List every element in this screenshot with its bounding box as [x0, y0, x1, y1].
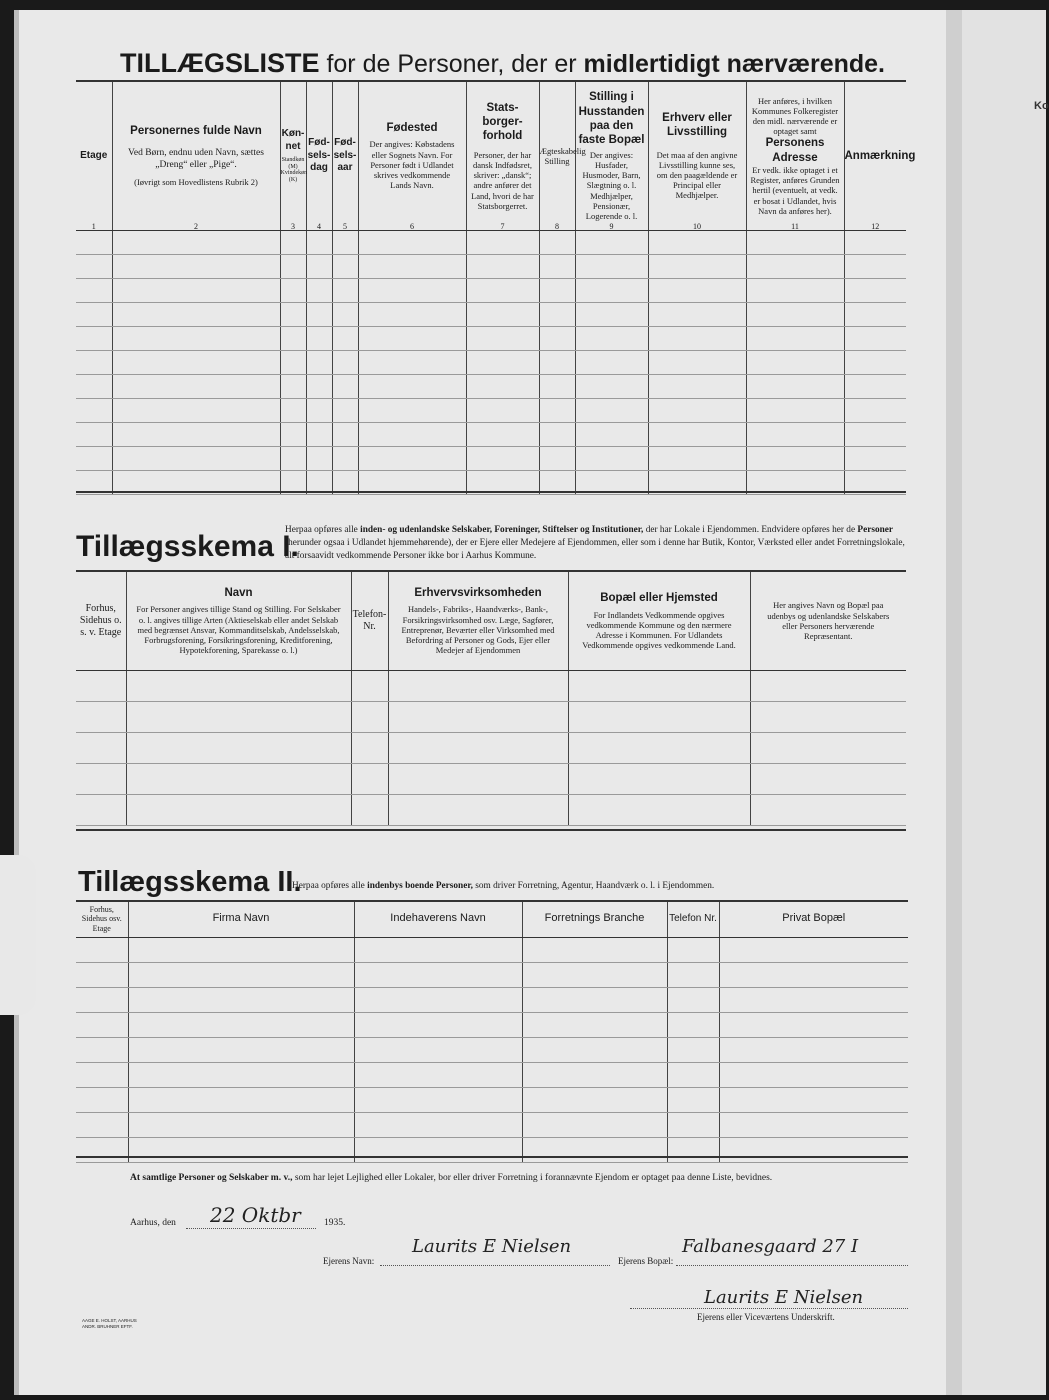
- table-row: [76, 230, 906, 254]
- table-cell[interactable]: [844, 374, 906, 398]
- table-cell[interactable]: [466, 254, 539, 278]
- table-cell[interactable]: [750, 732, 906, 763]
- skema2-col-etage: Forhus, Sidehus osv. Etage: [76, 902, 128, 937]
- table-row: [76, 326, 906, 350]
- skema2-table: [76, 902, 908, 1163]
- table-cell[interactable]: [539, 230, 575, 254]
- table-cell[interactable]: [76, 350, 112, 374]
- table-row: [76, 350, 906, 374]
- table-row: [76, 701, 906, 732]
- table-cell[interactable]: [332, 302, 358, 326]
- table-cell[interactable]: [719, 1137, 908, 1162]
- table-cell[interactable]: [358, 374, 466, 398]
- table-cell[interactable]: [648, 326, 746, 350]
- table-cell[interactable]: [76, 1087, 128, 1112]
- table-row: [76, 1087, 908, 1112]
- table-cell[interactable]: [128, 1087, 354, 1112]
- table-cell[interactable]: [746, 230, 844, 254]
- table-cell[interactable]: [76, 398, 112, 422]
- date-line: [186, 1228, 316, 1229]
- table-row: [76, 1012, 908, 1037]
- table-cell[interactable]: [746, 350, 844, 374]
- table-cell[interactable]: [522, 1137, 667, 1162]
- table-cell[interactable]: [575, 398, 648, 422]
- table-cell[interactable]: [575, 422, 648, 446]
- table-cell[interactable]: [354, 1112, 522, 1137]
- table-cell[interactable]: [388, 670, 568, 701]
- table-cell[interactable]: [332, 278, 358, 302]
- signature-label: Ejerens eller Viceværtens Underskrift.: [697, 1312, 835, 1322]
- table-cell[interactable]: [539, 398, 575, 422]
- table-cell[interactable]: [280, 326, 306, 350]
- table-cell[interactable]: [112, 230, 280, 254]
- page-tab: [0, 855, 36, 1015]
- table-cell[interactable]: [332, 374, 358, 398]
- table-cell[interactable]: [358, 326, 466, 350]
- table-cell[interactable]: [750, 794, 906, 825]
- table-cell[interactable]: [280, 350, 306, 374]
- skema1-header: [76, 572, 906, 670]
- table-cell[interactable]: [354, 987, 522, 1012]
- table-cell[interactable]: [280, 422, 306, 446]
- table-cell[interactable]: [719, 1087, 908, 1112]
- col-erhverv: Erhverv eller Livsstilling Det maa af den angivne Livsstilling kunne ses, om den paagældende er Principal eller Medhjælper. 10: [648, 82, 746, 230]
- table-cell[interactable]: [746, 254, 844, 278]
- table-cell[interactable]: [667, 1087, 719, 1112]
- table-cell[interactable]: [280, 278, 306, 302]
- table-cell[interactable]: [76, 1062, 128, 1087]
- table-cell[interactable]: [358, 422, 466, 446]
- table-cell[interactable]: [126, 670, 351, 701]
- table-cell[interactable]: [280, 446, 306, 470]
- table-cell[interactable]: [306, 326, 332, 350]
- table-cell[interactable]: [351, 794, 388, 825]
- table-cell[interactable]: [575, 278, 648, 302]
- table-cell[interactable]: [306, 350, 332, 374]
- table-cell[interactable]: [76, 763, 126, 794]
- table-cell[interactable]: [539, 254, 575, 278]
- table-cell[interactable]: [128, 1112, 354, 1137]
- table-cell[interactable]: [648, 422, 746, 446]
- table-cell[interactable]: [719, 937, 908, 962]
- table-cell[interactable]: [112, 374, 280, 398]
- col-statsborger: Stats- borger- forhold Personer, der har dansk Indfødsret, skriver: „dansk“; andre anfører det Land, hvori de har Statsborgerret. 7: [466, 82, 539, 230]
- table-cell[interactable]: [76, 278, 112, 302]
- attestation-text: At samtlige Personer og Selskaber m. v., som har lejet Lejlighed eller Lokaler, bor eller driver Forretning i forannævnte Ejendom er optaget paa denne Liste, bevidnes.: [130, 1173, 773, 1183]
- table-cell[interactable]: [388, 763, 568, 794]
- table-cell[interactable]: [332, 422, 358, 446]
- table-cell[interactable]: [750, 701, 906, 732]
- table-cell[interactable]: [280, 398, 306, 422]
- skema1-bottom-rule: [76, 829, 906, 831]
- table-cell[interactable]: [719, 1012, 908, 1037]
- table-row: [76, 732, 906, 763]
- form-title-main: TILLÆGSLISTE: [120, 48, 320, 78]
- main-table-bottom-rule: [76, 491, 906, 493]
- table-cell[interactable]: [466, 422, 539, 446]
- table-cell[interactable]: [522, 1087, 667, 1112]
- table-cell[interactable]: [128, 1012, 354, 1037]
- table-cell[interactable]: [746, 446, 844, 470]
- table-cell[interactable]: [568, 701, 750, 732]
- table-cell[interactable]: [306, 398, 332, 422]
- table-row: [76, 278, 906, 302]
- table-row: [76, 1062, 908, 1087]
- table-cell[interactable]: [354, 1062, 522, 1087]
- table-cell[interactable]: [354, 937, 522, 962]
- main-table-header: [76, 82, 906, 230]
- table-cell[interactable]: [648, 446, 746, 470]
- table-cell[interactable]: [388, 732, 568, 763]
- table-cell[interactable]: [719, 962, 908, 987]
- form-title-middle: for de Personer, der er: [326, 50, 577, 78]
- table-cell[interactable]: [358, 254, 466, 278]
- table-cell[interactable]: [667, 987, 719, 1012]
- skema1-description: Herpaa opføres alle inden- og udenlandske Selskaber, Foreninger, Stiftelser og Institutioner, der har Lokale i Ejendommen. Endvidere opføres her de Personer (herunder ogsaa i Udlandet hjemmehørende), der er Ejere eller Medejere af Ejendommen, eller som i denne har Butik, Kontor, Værksted eller andet Forretningslokale, alt forsaavidt vedkommende Personer ikke bor i Aarhus Kommune.: [285, 525, 905, 562]
- skema2-col-indehaver: Indehaverens Navn: [354, 902, 522, 937]
- table-cell[interactable]: [667, 1137, 719, 1162]
- table-cell[interactable]: [358, 398, 466, 422]
- table-cell[interactable]: [648, 374, 746, 398]
- table-cell[interactable]: [358, 302, 466, 326]
- table-cell[interactable]: [76, 302, 112, 326]
- signature-handwritten: Laurits E Nielsen: [704, 1287, 864, 1308]
- col-etage: Etage 1: [76, 82, 112, 230]
- table-row: [76, 987, 908, 1012]
- table-cell[interactable]: [719, 1037, 908, 1062]
- table-cell[interactable]: [667, 1037, 719, 1062]
- table-cell[interactable]: [667, 1112, 719, 1137]
- table-cell[interactable]: [539, 374, 575, 398]
- table-row: [76, 962, 908, 987]
- col-stilling: Stilling i Husstanden paa den faste Bopæl Der angives: Husfader, Husmoder, Barn, Slægtning o. l. Medhjælper, Pensionær, Logerende o. l. 9: [575, 82, 648, 230]
- table-cell[interactable]: [128, 937, 354, 962]
- owner-residence-line: [676, 1265, 908, 1266]
- table-cell[interactable]: [746, 422, 844, 446]
- handwritten-date: 22 Oktbr: [210, 1203, 301, 1227]
- table-cell[interactable]: [358, 350, 466, 374]
- table-cell[interactable]: [575, 350, 648, 374]
- printer-mark: AAGE E. HOLST, AARHUS ANDR. BRUHNER EFTF.: [82, 1318, 137, 1329]
- table-cell[interactable]: [76, 1137, 128, 1162]
- table-cell[interactable]: [354, 1012, 522, 1037]
- skema2-bottom-rule: [76, 1156, 908, 1158]
- table-row: [76, 794, 906, 825]
- table-cell[interactable]: [280, 302, 306, 326]
- table-cell[interactable]: [719, 1112, 908, 1137]
- table-cell[interactable]: [746, 398, 844, 422]
- main-table: [76, 82, 916, 495]
- table-cell[interactable]: [126, 763, 351, 794]
- table-cell[interactable]: [76, 937, 128, 962]
- table-cell[interactable]: [522, 937, 667, 962]
- table-cell[interactable]: [128, 987, 354, 1012]
- table-cell[interactable]: [76, 254, 112, 278]
- page-edge: [14, 10, 19, 1395]
- table-row: [76, 302, 906, 326]
- skema1-table: [76, 572, 906, 826]
- form-title: [120, 48, 885, 79]
- table-row: [76, 374, 906, 398]
- table-cell[interactable]: [306, 278, 332, 302]
- table-row: [76, 1137, 908, 1162]
- table-cell[interactable]: [522, 1012, 667, 1037]
- table-cell[interactable]: [746, 302, 844, 326]
- skema2-col-telefon: Telefon Nr.: [667, 902, 719, 937]
- table-cell[interactable]: [522, 1112, 667, 1137]
- col-aegteskab: Ægteskabelig Stilling 8: [539, 82, 575, 230]
- table-cell[interactable]: [76, 794, 126, 825]
- table-cell[interactable]: [112, 350, 280, 374]
- adjacent-page-text: Ko: [1034, 100, 1049, 112]
- col-navn: Personernes fulde Navn Ved Børn, endnu uden Navn, sættes „Dreng“ eller „Pige“. (Iøvrigt som Hovedlistens Rubrik 2) 2: [112, 82, 280, 230]
- table-cell[interactable]: [844, 230, 906, 254]
- table-row: [76, 398, 906, 422]
- table-cell[interactable]: [76, 701, 126, 732]
- book-spine: [946, 10, 962, 1395]
- skema1-col-erhverv: Erhvervsvirksomheden Handels-, Fabriks-, Haandværks-, Bank-, Forsikringsvirksomhed osv. Læge, Sagfører, Entreprenør, Beværter eller Virksomhed med Befordring af Personer og Gods, Ejer eller Medejer af Ejendommen: [388, 572, 568, 670]
- table-cell[interactable]: [750, 763, 906, 794]
- table-row: [76, 763, 906, 794]
- table-cell[interactable]: [522, 962, 667, 987]
- table-cell[interactable]: [112, 422, 280, 446]
- table-cell[interactable]: [746, 374, 844, 398]
- adjacent-page: [962, 10, 1049, 1395]
- table-cell[interactable]: [126, 794, 351, 825]
- table-cell[interactable]: [112, 302, 280, 326]
- table-cell[interactable]: [575, 254, 648, 278]
- skema2-col-firma: Firma Navn: [128, 902, 354, 937]
- table-cell[interactable]: [112, 254, 280, 278]
- table-cell[interactable]: [76, 422, 112, 446]
- table-cell[interactable]: [128, 962, 354, 987]
- table-cell[interactable]: [76, 732, 126, 763]
- table-cell[interactable]: [76, 326, 112, 350]
- table-cell[interactable]: [466, 230, 539, 254]
- col-kon: Køn- net Standkøn (M) Kvindekøn (K) 3: [280, 82, 306, 230]
- table-cell[interactable]: [128, 1137, 354, 1162]
- table-cell[interactable]: [354, 962, 522, 987]
- table-cell[interactable]: [746, 326, 844, 350]
- table-cell[interactable]: [466, 398, 539, 422]
- owner-residence-label: Ejerens Bopæl:: [618, 1256, 674, 1266]
- table-cell[interactable]: [351, 763, 388, 794]
- table-cell[interactable]: [539, 422, 575, 446]
- table-cell[interactable]: [76, 670, 126, 701]
- owner-residence-handwritten: Falbanesgaard 27 I: [682, 1236, 859, 1257]
- table-cell[interactable]: [332, 446, 358, 470]
- table-cell[interactable]: [575, 326, 648, 350]
- year-label: 1935.: [324, 1218, 346, 1228]
- table-row: [76, 422, 906, 446]
- table-cell[interactable]: [466, 302, 539, 326]
- table-cell[interactable]: [358, 446, 466, 470]
- table-cell[interactable]: [466, 374, 539, 398]
- table-cell[interactable]: [667, 1012, 719, 1037]
- table-cell[interactable]: [112, 326, 280, 350]
- table-cell[interactable]: [844, 422, 906, 446]
- table-cell[interactable]: [844, 278, 906, 302]
- table-cell[interactable]: [126, 701, 351, 732]
- table-cell[interactable]: [522, 1037, 667, 1062]
- table-cell[interactable]: [76, 962, 128, 987]
- table-cell[interactable]: [332, 398, 358, 422]
- table-cell[interactable]: [354, 1037, 522, 1062]
- table-row: [76, 1112, 908, 1137]
- table-cell[interactable]: [332, 254, 358, 278]
- table-cell[interactable]: [332, 326, 358, 350]
- table-cell[interactable]: [332, 350, 358, 374]
- table-cell[interactable]: [112, 446, 280, 470]
- table-cell[interactable]: [388, 701, 568, 732]
- table-cell[interactable]: [332, 230, 358, 254]
- table-row: [76, 1037, 908, 1062]
- table-row: [76, 937, 908, 962]
- owner-name-handwritten: Laurits E Nielsen: [412, 1236, 572, 1257]
- skema1-col-repraesentant: Her angives Navn og Bopæl paa udenbys og udenlandske Selskabers eller Personers herværende Repræsentant.: [750, 572, 906, 670]
- table-cell[interactable]: [648, 302, 746, 326]
- table-cell[interactable]: [844, 398, 906, 422]
- table-cell[interactable]: [128, 1037, 354, 1062]
- table-cell[interactable]: [648, 230, 746, 254]
- table-cell[interactable]: [539, 350, 575, 374]
- table-row: [76, 670, 906, 701]
- table-cell[interactable]: [76, 446, 112, 470]
- table-cell[interactable]: [306, 374, 332, 398]
- skema2-title: Tillægsskema II.: [78, 866, 302, 898]
- table-cell[interactable]: [112, 278, 280, 302]
- skema2-description: Herpaa opføres alle indenbys boende Personer, som driver Forretning, Agentur, Haandværk o. l. i Ejendommen.: [292, 881, 715, 891]
- table-cell[interactable]: [539, 302, 575, 326]
- table-cell[interactable]: [575, 374, 648, 398]
- table-cell[interactable]: [466, 446, 539, 470]
- signature-line: [630, 1308, 908, 1309]
- table-cell[interactable]: [388, 794, 568, 825]
- table-cell[interactable]: [539, 326, 575, 350]
- table-cell[interactable]: [746, 278, 844, 302]
- table-cell[interactable]: [351, 670, 388, 701]
- table-cell[interactable]: [539, 446, 575, 470]
- table-cell[interactable]: [667, 962, 719, 987]
- table-cell[interactable]: [358, 278, 466, 302]
- skema1-col-telefon: Telefon-Nr.: [351, 572, 388, 670]
- table-cell[interactable]: [522, 1062, 667, 1087]
- table-cell[interactable]: [76, 987, 128, 1012]
- city-label: Aarhus, den: [130, 1218, 176, 1228]
- table-cell[interactable]: [719, 1062, 908, 1087]
- table-cell[interactable]: [306, 422, 332, 446]
- owner-name-label: Ejerens Navn:: [323, 1256, 375, 1266]
- table-cell[interactable]: [667, 937, 719, 962]
- table-cell[interactable]: [76, 1012, 128, 1037]
- table-cell[interactable]: [844, 446, 906, 470]
- table-cell[interactable]: [306, 230, 332, 254]
- table-cell[interactable]: [568, 794, 750, 825]
- table-cell[interactable]: [568, 763, 750, 794]
- table-cell[interactable]: [354, 1137, 522, 1162]
- table-cell[interactable]: [466, 326, 539, 350]
- table-cell[interactable]: [76, 374, 112, 398]
- table-cell[interactable]: [575, 302, 648, 326]
- table-cell[interactable]: [575, 230, 648, 254]
- table-cell[interactable]: [844, 326, 906, 350]
- table-cell[interactable]: [750, 670, 906, 701]
- table-cell[interactable]: [844, 350, 906, 374]
- table-cell[interactable]: [844, 302, 906, 326]
- table-cell[interactable]: [648, 278, 746, 302]
- table-cell[interactable]: [128, 1062, 354, 1087]
- table-cell[interactable]: [112, 398, 280, 422]
- skema1-title: Tillægsskema I.: [76, 530, 299, 563]
- table-cell[interactable]: [568, 670, 750, 701]
- form-title-end: midlertidigt nærværende.: [583, 50, 885, 78]
- table-cell[interactable]: [351, 701, 388, 732]
- table-cell[interactable]: [76, 230, 112, 254]
- skema1-col-etage: Forhus, Sidehus o. s. v. Etage: [76, 572, 126, 670]
- table-cell[interactable]: [280, 374, 306, 398]
- table-cell[interactable]: [126, 732, 351, 763]
- col-adresse: Her anføres, i hvilken Kommunes Folkeregister den midl. nærværende er optaget samt Personens Adresse Er vedk. ikke optaget i et Register, anføres Grunden hertil (eventuelt, at vedk. er bosat i Udlandet, hvis Navn da anføres her). 11: [746, 82, 844, 230]
- table-cell[interactable]: [648, 350, 746, 374]
- table-cell[interactable]: [844, 254, 906, 278]
- table-cell[interactable]: [354, 1087, 522, 1112]
- table-cell[interactable]: [76, 1037, 128, 1062]
- table-cell[interactable]: [466, 350, 539, 374]
- table-cell[interactable]: [648, 254, 746, 278]
- table-cell[interactable]: [539, 278, 575, 302]
- table-row: [76, 446, 906, 470]
- table-cell[interactable]: [575, 446, 648, 470]
- skema2-header: [76, 902, 908, 937]
- col-anmaerkning: Anmærkning 12: [844, 82, 906, 230]
- owner-name-line: [380, 1265, 610, 1266]
- table-cell[interactable]: [280, 254, 306, 278]
- skema1-col-bopael: Bopæl eller Hjemsted For Indlandets Vedkommende opgives vedkommende Kommune og den nærmere Adresse i Kommunen. For Udlandets Vedkommende opgives vedkommende Land.: [568, 572, 750, 670]
- skema2-col-branche: Forretnings Branche: [522, 902, 667, 937]
- table-cell[interactable]: [76, 1112, 128, 1137]
- table-cell[interactable]: [466, 278, 539, 302]
- col-fodselsaar: Fød- sels- aar 5: [332, 82, 358, 230]
- table-cell[interactable]: [667, 1062, 719, 1087]
- table-cell[interactable]: [306, 302, 332, 326]
- table-cell[interactable]: [648, 398, 746, 422]
- table-cell[interactable]: [522, 987, 667, 1012]
- table-row: [76, 254, 906, 278]
- table-cell[interactable]: [351, 732, 388, 763]
- col-fodested: Fødested Der angives: Købstadens eller Sognets Navn. For Personer født i Udlandet skrives vedkommende Lands Navn. 6: [358, 82, 466, 230]
- table-cell[interactable]: [306, 254, 332, 278]
- skema2-col-bopael: Privat Bopæl: [719, 902, 908, 937]
- table-cell[interactable]: [358, 230, 466, 254]
- table-cell[interactable]: [719, 987, 908, 1012]
- col-fodselsdag: Fød- sels- dag 4: [306, 82, 332, 230]
- table-cell[interactable]: [306, 446, 332, 470]
- skema1-col-navn: Navn For Personer angives tillige Stand og Stilling. For Selskaber o. l. angives tillige Arten (Aktieselskab eller andet Selskab med begrænset Ansvar, Kommanditselskab, Andelsselskab, Forbrugsforening, Forsikringsforening, Kreditforening, Hypotekforening, Sparekasse o. l.): [126, 572, 351, 670]
- table-cell[interactable]: [568, 732, 750, 763]
- table-cell[interactable]: [280, 230, 306, 254]
